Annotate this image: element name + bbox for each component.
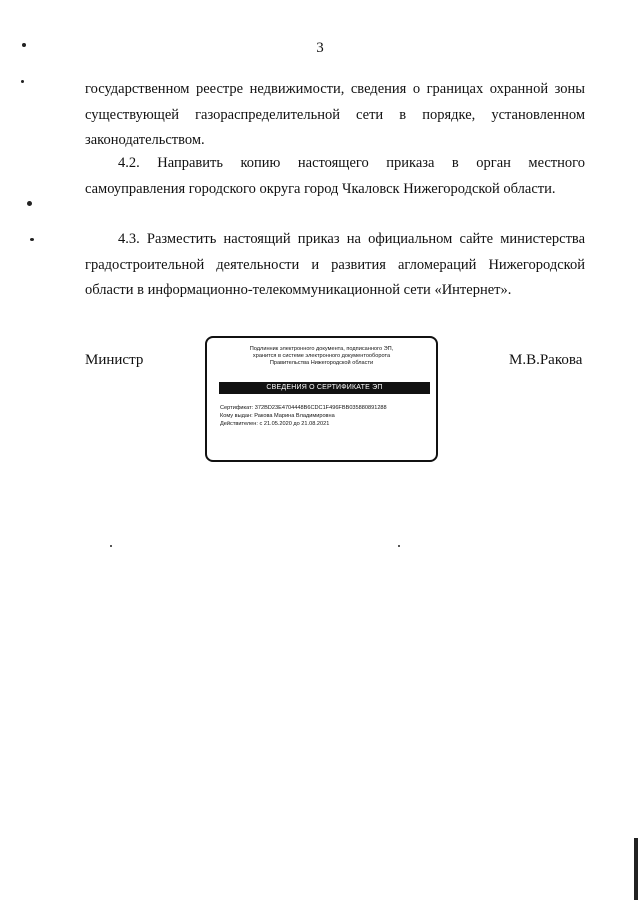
signer-title: Министр xyxy=(85,352,144,368)
scan-speck xyxy=(30,238,34,241)
paragraph-4-2 xyxy=(85,151,585,202)
signer-name: М.В.Ракова xyxy=(509,352,583,368)
certificate-number: Сертификат: 372BD23E4704448B6CDC1F496FBB035880891288 xyxy=(220,405,387,411)
stamp-notice-line: хранится в системе электронного документооборота xyxy=(252,353,391,360)
scan-speck xyxy=(110,545,112,547)
scan-speck xyxy=(398,545,400,547)
stamp-notice-line: Правительства Нижегородской области xyxy=(269,360,374,367)
certificate-owner: Кому выдан: Ракова Марина Владимировна xyxy=(220,413,335,419)
certificate-validity: Действителен: с 21.05.2020 до 21.08.2021 xyxy=(220,421,330,427)
paragraph-text: 4.3. Разместить настоящий приказ на официальном сайте министерства градостроительной деятельности и развития агломераций Нижегородской области в информационно-телекоммуникационной сети «Интернет». xyxy=(85,231,585,298)
stamp-band: СВЕДЕНИЯ О СЕРТИФИКАТЕ ЭП xyxy=(219,382,430,394)
stamp-notice-line: Подлинник электронного документа, подписанного ЭП, xyxy=(249,346,394,352)
scan-speck xyxy=(21,80,24,83)
page-number: 3 xyxy=(316,40,324,56)
stamp-details xyxy=(220,404,387,428)
paragraph-text: государственном реестре недвижимости, сведения о границах охранной зоны существующей газораспределительной сети в порядке, установленном законодательством. xyxy=(85,81,585,148)
paragraph-4-3 xyxy=(85,227,585,304)
paragraph-continuation xyxy=(85,77,585,154)
electronic-signature-stamp xyxy=(205,336,438,462)
scan-edge-mark xyxy=(634,838,638,900)
scan-speck xyxy=(22,43,26,47)
paragraph-text: 4.2. Направить копию настоящего приказа в орган местного самоуправления городского округа город Чкаловск Нижегородской области. xyxy=(85,155,585,197)
scan-speck xyxy=(27,201,32,206)
stamp-notice xyxy=(207,346,436,368)
